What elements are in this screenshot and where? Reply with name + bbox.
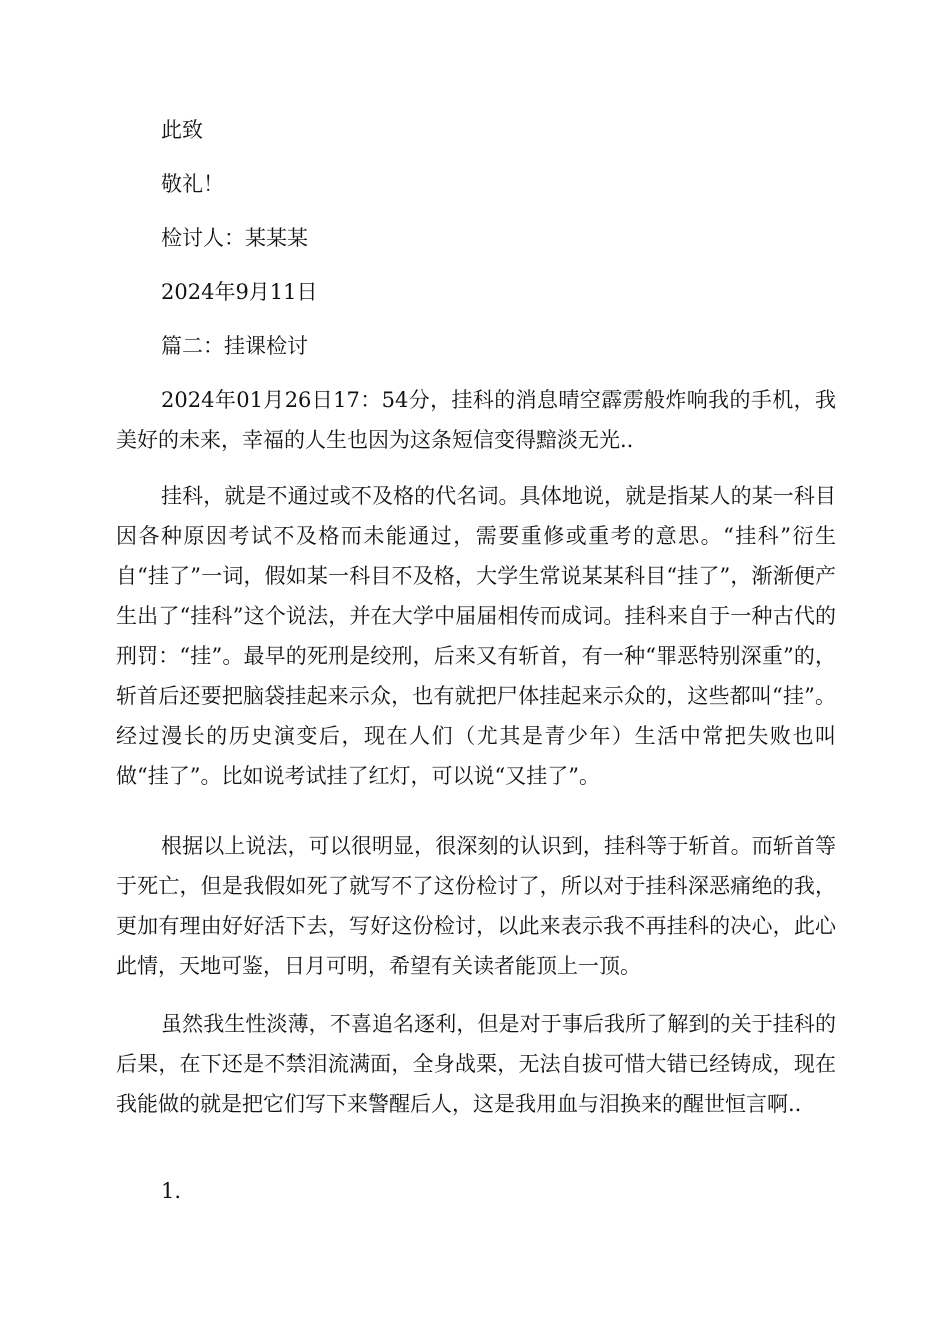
paragraph-1: 2024年01月26日17：54分，挂科的消息晴空霹雳般炸响我的手机，我美好的未来，幸福的人生也因为这条短信变得黯淡无光..	[116, 388, 836, 452]
date-line: 2024年9月11日	[161, 280, 318, 304]
salutation-line: 敬礼！	[161, 172, 224, 196]
section-title: 篇二：挂课检讨	[161, 334, 308, 358]
paragraph-4: 虽然我生性淡薄，不喜追名逐利，但是对于事后我所了解到的关于挂科的后果，在下还是不禁泪流满面，全身战栗，无法自拔可惜大错已经铸成，现在我能做的就是把它们写下来警醒后人，这是我用血与泪换来的醒世恒言啊..	[116, 1012, 836, 1116]
paragraph-3: 根据以上说法，可以很明显，很深刻的认识到，挂科等于斩首。而斩首等于死亡，但是我假如死了就写不了这份检讨了，所以对于挂科深恶痛绝的我，更加有理由好好活下去，写好这份检讨，以此来表示我不再挂科的决心，此心此情，天地可鉴，日月可明，希望有关读者能顶上一顶。	[116, 834, 836, 978]
signer-line: 检讨人：某某某	[161, 226, 308, 250]
closing-line: 此致	[161, 118, 203, 142]
list-item-number: 1.	[161, 1179, 182, 1203]
paragraph-2: 挂科，就是不通过或不及格的代名词。具体地说，就是指某人的某一科目因各种原因考试不及格而未能通过，需要重修或重考的意思。“挂科”衍生自“挂了”一词，假如某一科目不及格，大学生常说某某科目“挂了”，渐渐便产生出了“挂科”这个说法，并在大学中届届相传而成词。挂科来自于一种古代的刑罚：“挂”。最早的死刑是绞刑，后来又有斩首，有一种“罪恶特别深重”的，斩首后还要把脑袋挂起来示众，也有就把尸体挂起来示众的，这些都叫“挂”。经过漫长的历史演变后，现在人们（尤其是青少年）生活中常把失败也叫做“挂了”。比如说考试挂了红灯，可以说“又挂了”。	[116, 484, 836, 788]
